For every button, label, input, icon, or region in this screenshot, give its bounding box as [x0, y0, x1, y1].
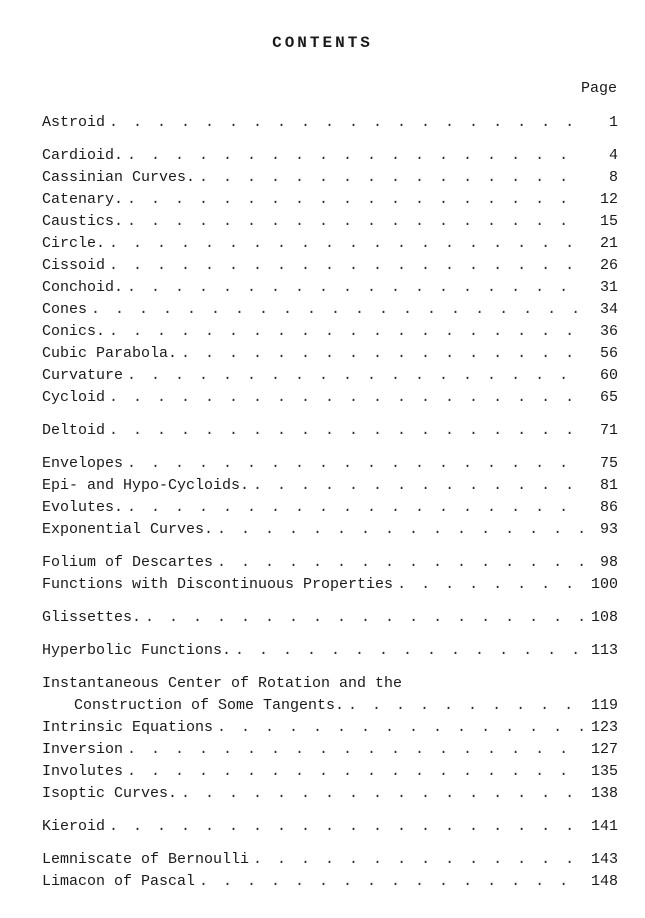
toc-entry-title: Cones: [42, 299, 87, 321]
dot-leader: [217, 519, 584, 541]
toc-entry-page-number: 127: [590, 741, 618, 758]
toc-entry[interactable]: [42, 387, 618, 409]
toc-entry-page-number: 148: [590, 873, 618, 890]
toc-entry-page-number: 119: [590, 697, 618, 714]
toc-entry[interactable]: [42, 475, 618, 497]
toc-entry-page-number: 135: [590, 763, 618, 780]
toc-entry-title: Cissoid: [42, 255, 105, 277]
toc-entry-title: Isoptic Curves.: [42, 783, 177, 805]
dot-leader: [109, 816, 584, 838]
toc-entry-title: Conics.: [42, 321, 105, 343]
toc-entry[interactable]: [42, 761, 618, 783]
dot-leader: [127, 145, 584, 167]
toc-entry-page-number: 81: [599, 477, 618, 494]
toc-entry-title: Astroid: [42, 112, 105, 134]
toc-entry-page-number: 60: [599, 367, 618, 384]
toc-entry-title: Inversion: [42, 739, 123, 761]
toc-entry-page-number: 4: [608, 147, 618, 164]
toc-entry-page-number: 143: [590, 851, 618, 868]
toc-entry-title: Glissettes.: [42, 607, 141, 629]
toc-entry-page-number: 98: [599, 554, 618, 571]
toc-entry-title: Exponential Curves.: [42, 519, 213, 541]
dot-leader: [217, 717, 584, 739]
dot-leader: [181, 343, 584, 365]
dot-leader: [127, 497, 584, 519]
toc-entry-page-number: 123: [590, 719, 618, 736]
toc-entry-title: Lemniscate of Bernoulli: [42, 849, 249, 871]
dot-leader: [127, 189, 584, 211]
toc-entry[interactable]: [42, 277, 618, 299]
toc-entry-title: Cassinian Curves.: [42, 167, 195, 189]
toc-entry[interactable]: [42, 607, 618, 629]
toc-entry[interactable]: [42, 211, 618, 233]
dot-leader: [199, 871, 584, 893]
toc-entry[interactable]: [42, 717, 618, 739]
toc-entry[interactable]: [42, 233, 618, 255]
dot-leader: [253, 849, 584, 871]
toc-entry[interactable]: [42, 783, 618, 805]
dot-leader: [109, 321, 584, 343]
toc-entry-title: Evolutes.: [42, 497, 123, 519]
toc-entry-title: Caustics.: [42, 211, 123, 233]
toc-entry-title: Conchoid.: [42, 277, 123, 299]
toc-entry[interactable]: [42, 255, 618, 277]
dot-leader: [127, 365, 584, 387]
dot-leader: [127, 211, 584, 233]
dot-leader: [109, 255, 584, 277]
dot-leader: [91, 299, 584, 321]
toc-entry-page-number: 34: [599, 301, 618, 318]
page-column-header: Page: [580, 80, 617, 97]
toc-entry-page-number: 26: [599, 257, 618, 274]
toc-entry-title: Cubic Parabola.: [42, 343, 177, 365]
dot-leader: [109, 112, 584, 134]
toc-entry[interactable]: [42, 871, 618, 893]
toc-entry[interactable]: [42, 497, 618, 519]
toc-entry[interactable]: [42, 189, 618, 211]
toc-entry[interactable]: [42, 365, 618, 387]
toc-entry[interactable]: [42, 673, 618, 717]
dot-leader: [109, 233, 584, 255]
toc-entry-title: Deltoid: [42, 420, 105, 442]
toc-entry-page-number: 93: [599, 521, 618, 538]
toc-entry-title: Curvature: [42, 365, 123, 387]
dot-leader: [109, 387, 584, 409]
toc-entry[interactable]: [42, 552, 618, 574]
table-of-contents: [42, 112, 618, 893]
toc-entry-page-number: 86: [599, 499, 618, 516]
dot-leader: [181, 783, 584, 805]
toc-entry-title: Folium of Descartes: [42, 552, 213, 574]
toc-entry[interactable]: [42, 420, 618, 442]
toc-entry-title: Catenary.: [42, 189, 123, 211]
toc-entry[interactable]: [42, 167, 618, 189]
toc-entry-page-number: 15: [599, 213, 618, 230]
toc-entry[interactable]: [42, 816, 618, 838]
toc-entry-page-number: 75: [599, 455, 618, 472]
toc-entry-page-number: 141: [590, 818, 618, 835]
dot-leader: [109, 420, 584, 442]
dot-leader: [199, 167, 584, 189]
toc-entry-page-number: 56: [599, 345, 618, 362]
toc-entry-page-number: 65: [599, 389, 618, 406]
toc-entry-page-number: 21: [599, 235, 618, 252]
toc-entry[interactable]: [42, 574, 618, 596]
toc-entry-page-number: 8: [608, 169, 618, 186]
toc-entry-page-number: 1: [608, 114, 618, 131]
toc-entry-title: Functions with Discontinuous Properties: [42, 574, 393, 596]
toc-entry-page-number: 31: [599, 279, 618, 296]
toc-entry-page-number: 113: [590, 642, 618, 659]
toc-entry-page-number: 108: [590, 609, 618, 626]
toc-entry-title: Circle.: [42, 233, 105, 255]
toc-entry[interactable]: [42, 519, 618, 541]
toc-entry-title: Involutes: [42, 761, 123, 783]
dot-leader: [348, 695, 584, 717]
page-title: CONTENTS: [272, 34, 373, 52]
toc-entry-title: Cardioid.: [42, 145, 123, 167]
toc-entry-title: Cycloid: [42, 387, 105, 409]
toc-entry-page-number: 138: [590, 785, 618, 802]
dot-leader: [145, 607, 584, 629]
dot-leader: [217, 552, 584, 574]
toc-entry-title: Limacon of Pascal: [42, 871, 195, 893]
dot-leader: [397, 574, 584, 596]
toc-entry[interactable]: [42, 849, 618, 871]
dot-leader: [235, 640, 584, 662]
toc-entry-title: Hyperbolic Functions.: [42, 640, 231, 662]
dot-leader: [127, 739, 584, 761]
dot-leader: [127, 277, 584, 299]
toc-entry[interactable]: [42, 299, 618, 321]
dot-leader: [127, 453, 584, 475]
toc-entry[interactable]: [42, 453, 618, 475]
toc-entry-title: Kieroid: [42, 816, 105, 838]
toc-entry-title: Epi- and Hypo-Cycloids.: [42, 475, 249, 497]
toc-entry-title: Intrinsic Equations: [42, 717, 213, 739]
toc-entry[interactable]: [42, 145, 618, 167]
dot-leader: [253, 475, 584, 497]
toc-entry-page-number: 100: [590, 576, 618, 593]
dot-leader: [127, 761, 584, 783]
toc-entry[interactable]: [42, 343, 618, 365]
toc-entry[interactable]: [42, 640, 618, 662]
toc-entry[interactable]: [42, 739, 618, 761]
toc-entry-title: Instantaneous Center of Rotation and the: [42, 675, 403, 692]
toc-entry-page-number: 36: [599, 323, 618, 340]
toc-entry-page-number: 71: [599, 422, 618, 439]
toc-entry[interactable]: [42, 321, 618, 343]
toc-entry-title-continuation: Construction of Some Tangents.: [74, 695, 344, 717]
toc-entry-title: Envelopes: [42, 453, 123, 475]
toc-entry-page-number: 12: [599, 191, 618, 208]
toc-entry[interactable]: [42, 112, 618, 134]
